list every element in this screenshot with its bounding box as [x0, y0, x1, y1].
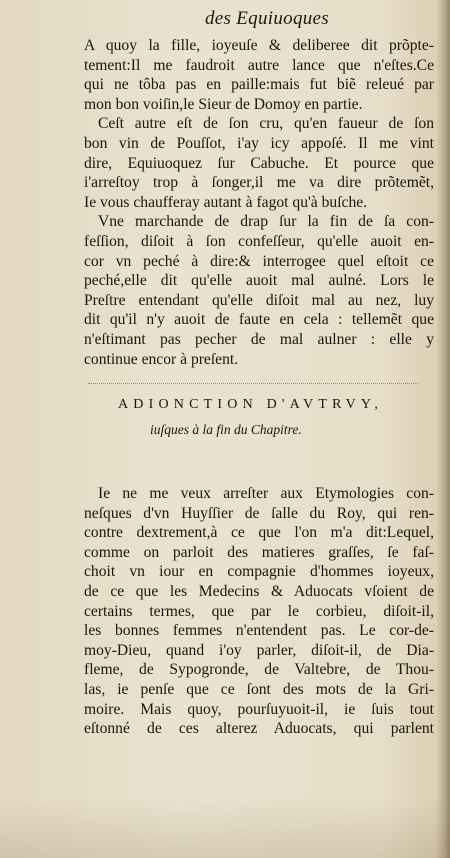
text-line: les bonnes femmes n'entendent pas. Le cor-de- [84, 622, 434, 640]
text-line: moy-Dieu, quand i'oy parler, diſoit-il, de Dia- [84, 641, 434, 659]
text-line: qui ne tôba pas en paille:mais fut biẽ releué par [84, 76, 434, 94]
text-line: continue encor à preſent. [84, 350, 239, 368]
text-line: i'arreſtoy trop à ſonger,il me va dire prõtemẽt, [84, 174, 434, 192]
text-line: Ceſt autre eſt de ſon cru, qu'en faueur de ſon [98, 115, 434, 133]
text-line: neſques d'vn Huyſſier de ſalle du Roy, qui ren- [84, 504, 434, 522]
text-line: eſtonné de ces alterez Aduocats, qui parlent [84, 720, 434, 738]
section-heading: ADIONCTION D'AVTRVY, [118, 397, 384, 412]
text-line: fleme, de Sypogronde, de Valtebre, de Thou- [84, 661, 434, 679]
text-line: las, ie penſe que ce ſont des mots de la Gri- [84, 680, 434, 698]
text-line: cor vn peché à dire:& interrogee quel eſtoit ce [84, 252, 434, 270]
page-gutter-shadow [436, 0, 450, 858]
text-line: n'eſtimant pas pecher de mal aulner : elle y [84, 330, 434, 348]
text-line: mon bon voiſin,le Sieur de Domoy en partie. [84, 95, 363, 113]
text-line: comme on parloit des matieres graſſes, ſe faſ- [84, 543, 434, 561]
text-line: bon vin de Pouſſot, i'ay icy appoſé. Il me vint [84, 134, 434, 152]
text-line: feſſion, diſoit à ſon confeſſeur, qu'elle auoit en- [84, 232, 434, 250]
text-line: Ie vous chaufferay autant à fagot qu'à buſche. [84, 193, 368, 211]
text-block-bottom [84, 484, 434, 739]
section-divider [88, 383, 418, 385]
text-line: dire, Equiuoquez ſur Cabuche. Et pource que [84, 154, 434, 172]
text-line: A quoy la fille, ioyeuſe & deliberee dit prõpte- [84, 37, 434, 54]
text-line: dit qu'il n'y auoit de faute en cela : tellemẽt que [84, 311, 434, 329]
text-line: choit vn iour en compagnie d'hommes ioyeux, [84, 563, 434, 581]
text-line: peché,elle dit qu'elle auoit mal aulné. Lors le [84, 272, 434, 290]
running-header: des Equiuoques [205, 8, 329, 29]
text-line: contre dextrement,à ce que l'on m'a dit:Lequel, [84, 524, 434, 542]
page-bottom-shade [0, 798, 450, 858]
section-subheading: iuſques à la fin du Chapitre. [150, 422, 302, 437]
text-line: certains termes, que par le corbieu, diſoit-il, [84, 602, 434, 620]
text-block-top [84, 36, 434, 369]
text-line: Vne marchande de drap ſur la fin de ſa con- [98, 213, 434, 231]
text-line: moire. Mais quoy, pourſuyuoit-il, ie ſuis tout [84, 700, 434, 718]
text-line: Preſtre entendant qu'elle diſoit mal au nez, luy [84, 291, 434, 309]
text-line: Ie ne me veux arreſter aux Etymologies con- [98, 485, 434, 502]
text-line: de ce que les Medecins & Aduocats vſoient de [84, 582, 434, 600]
text-line: tement:Il me faudroit autre lance que n'eſtes.Ce [84, 56, 434, 74]
